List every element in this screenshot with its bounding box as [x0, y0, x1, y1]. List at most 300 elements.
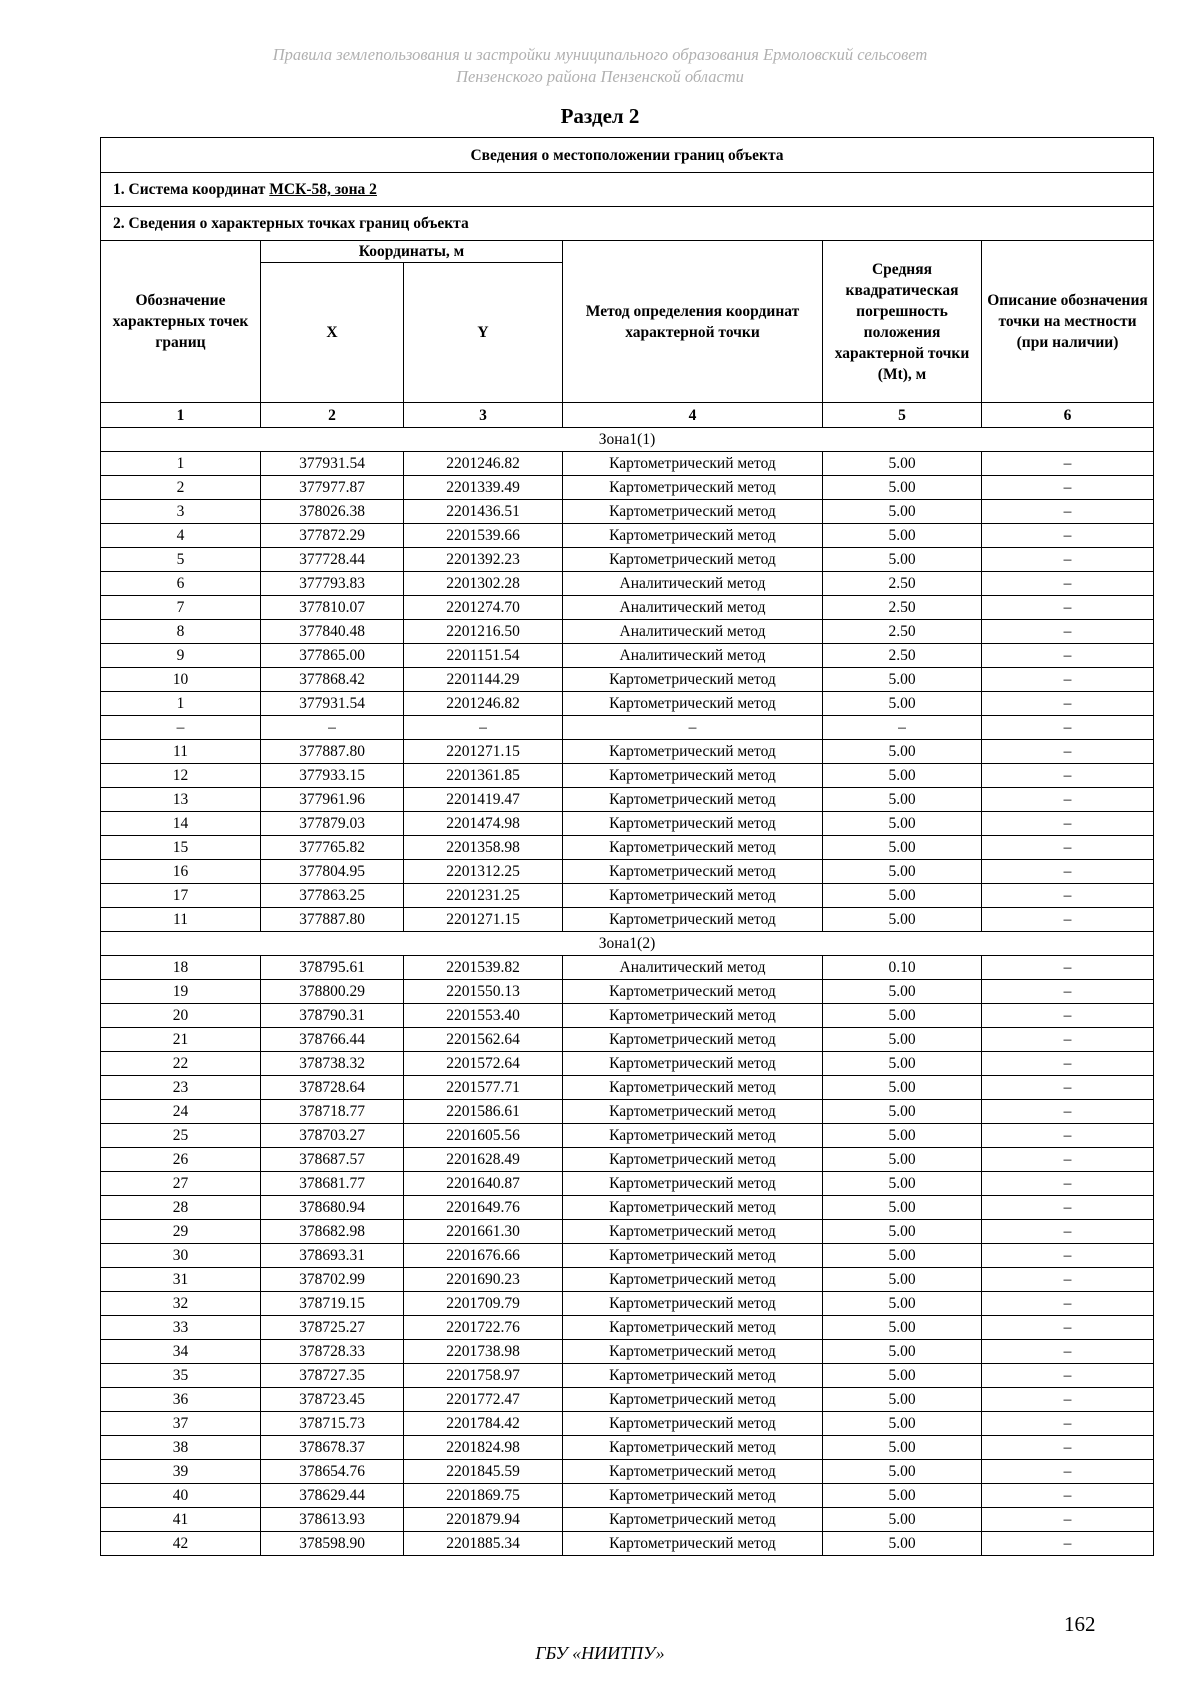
y-coordinate-cell: 2201339.49: [404, 476, 563, 500]
description-cell: –: [982, 764, 1154, 788]
points-label: 2. Сведения о характерных точках границ объекта: [101, 207, 1154, 241]
table-row: [101, 836, 1154, 860]
point-id-cell: 20: [101, 1004, 261, 1028]
description-cell: –: [982, 1028, 1154, 1052]
point-id-cell: 29: [101, 1220, 261, 1244]
table-row: [101, 908, 1154, 932]
table-row: [101, 1364, 1154, 1388]
description-cell: –: [982, 1196, 1154, 1220]
point-id-cell: 4: [101, 524, 261, 548]
x-coordinate-cell: 378728.64: [261, 1076, 404, 1100]
table-row: [101, 860, 1154, 884]
method-cell: Аналитический метод: [563, 644, 823, 668]
error-cell: 5.00: [823, 836, 982, 860]
method-cell: Картометрический метод: [563, 452, 823, 476]
error-cell: 5.00: [823, 1412, 982, 1436]
point-id-cell: 11: [101, 908, 261, 932]
point-id-cell: 37: [101, 1412, 261, 1436]
x-coordinate-cell: 378629.44: [261, 1484, 404, 1508]
y-coordinate-cell: 2201474.98: [404, 812, 563, 836]
x-coordinate-cell: 377879.03: [261, 812, 404, 836]
table-row: [101, 1292, 1154, 1316]
point-id-cell: 1: [101, 452, 261, 476]
y-coordinate-cell: 2201312.25: [404, 860, 563, 884]
table-row: [101, 1196, 1154, 1220]
page-number: 162: [1064, 1612, 1096, 1636]
method-cell: Аналитический метод: [563, 572, 823, 596]
error-cell: 5.00: [823, 476, 982, 500]
y-coordinate-cell: 2201784.42: [404, 1412, 563, 1436]
description-cell: –: [982, 812, 1154, 836]
y-coordinate-cell: 2201661.30: [404, 1220, 563, 1244]
point-id-cell: 34: [101, 1340, 261, 1364]
table-row: [101, 788, 1154, 812]
x-coordinate-cell: 377977.87: [261, 476, 404, 500]
error-cell: 5.00: [823, 1316, 982, 1340]
point-id-cell: 23: [101, 1076, 261, 1100]
error-cell: 5.00: [823, 1100, 982, 1124]
table-row: [101, 596, 1154, 620]
description-cell: –: [982, 788, 1154, 812]
description-cell: –: [982, 596, 1154, 620]
description-cell: –: [982, 1124, 1154, 1148]
point-id-cell: 28: [101, 1196, 261, 1220]
description-cell: –: [982, 1412, 1154, 1436]
x-coordinate-cell: 378681.77: [261, 1172, 404, 1196]
x-coordinate-cell: 378800.29: [261, 980, 404, 1004]
description-cell: –: [982, 1148, 1154, 1172]
method-cell: Картометрический метод: [563, 1388, 823, 1412]
description-cell: –: [982, 476, 1154, 500]
method-cell: Картометрический метод: [563, 1100, 823, 1124]
method-cell: Картометрический метод: [563, 1340, 823, 1364]
error-cell: 2.50: [823, 572, 982, 596]
y-coordinate-cell: 2201216.50: [404, 620, 563, 644]
y-coordinate-cell: 2201649.76: [404, 1196, 563, 1220]
y-coordinate-cell: 2201539.66: [404, 524, 563, 548]
table-row: [101, 1244, 1154, 1268]
error-cell: 5.00: [823, 1340, 982, 1364]
document-header: [0, 44, 1200, 88]
col-number: 3: [404, 403, 563, 428]
point-id-cell: 21: [101, 1028, 261, 1052]
y-coordinate-cell: 2201436.51: [404, 500, 563, 524]
method-cell: Картометрический метод: [563, 668, 823, 692]
y-coordinate-cell: –: [404, 716, 563, 740]
table-row: [101, 1076, 1154, 1100]
x-coordinate-cell: 378693.31: [261, 1244, 404, 1268]
point-id-cell: 12: [101, 764, 261, 788]
table-row: [101, 1316, 1154, 1340]
document-footer: ГБУ «НИИТПУ»: [535, 1643, 665, 1663]
method-cell: Картометрический метод: [563, 860, 823, 884]
table-row: [101, 548, 1154, 572]
description-cell: –: [982, 1460, 1154, 1484]
description-cell: –: [982, 548, 1154, 572]
description-cell: –: [982, 668, 1154, 692]
col-number: 2: [261, 403, 404, 428]
x-coordinate-cell: 377931.54: [261, 452, 404, 476]
method-cell: Картометрический метод: [563, 1436, 823, 1460]
y-coordinate-cell: 2201550.13: [404, 980, 563, 1004]
point-id-cell: 42: [101, 1532, 261, 1556]
description-cell: –: [982, 1508, 1154, 1532]
table-row: [101, 1340, 1154, 1364]
y-coordinate-cell: 2201628.49: [404, 1148, 563, 1172]
table-row: [101, 524, 1154, 548]
point-id-cell: 5: [101, 548, 261, 572]
x-coordinate-cell: 378680.94: [261, 1196, 404, 1220]
y-coordinate-cell: 2201358.98: [404, 836, 563, 860]
method-cell: Картометрический метод: [563, 884, 823, 908]
table-row: [101, 476, 1154, 500]
y-coordinate-cell: 2201562.64: [404, 1028, 563, 1052]
error-cell: 5.00: [823, 452, 982, 476]
error-cell: 5.00: [823, 1076, 982, 1100]
col-header-method: Метод определения координат характерной точки: [563, 241, 823, 403]
description-cell: –: [982, 860, 1154, 884]
table-row: [101, 1124, 1154, 1148]
table-row: [101, 452, 1154, 476]
y-coordinate-cell: 2201577.71: [404, 1076, 563, 1100]
x-coordinate-cell: 378654.76: [261, 1460, 404, 1484]
method-cell: Картометрический метод: [563, 1460, 823, 1484]
description-cell: –: [982, 1484, 1154, 1508]
table-title: Сведения о местоположении границ объекта: [101, 138, 1154, 173]
x-coordinate-cell: 378795.61: [261, 956, 404, 980]
description-cell: –: [982, 1220, 1154, 1244]
description-cell: –: [982, 956, 1154, 980]
method-cell: Картометрический метод: [563, 1172, 823, 1196]
zone-label: Зона1(2): [101, 932, 1154, 956]
x-coordinate-cell: 377793.83: [261, 572, 404, 596]
description-cell: –: [982, 1100, 1154, 1124]
col-header-y: Y: [404, 263, 563, 403]
method-cell: Картометрический метод: [563, 1148, 823, 1172]
error-cell: 5.00: [823, 1436, 982, 1460]
description-cell: –: [982, 1268, 1154, 1292]
x-coordinate-cell: 378723.45: [261, 1388, 404, 1412]
point-id-cell: 6: [101, 572, 261, 596]
method-cell: Картометрический метод: [563, 1532, 823, 1556]
col-header-coords: Координаты, м: [261, 241, 563, 263]
coord-system-label: 1. Система координат: [113, 181, 270, 198]
point-id-cell: 33: [101, 1316, 261, 1340]
coord-system-value: МСК-58, зона 2: [269, 181, 377, 198]
point-id-cell: 36: [101, 1388, 261, 1412]
error-cell: 5.00: [823, 1244, 982, 1268]
y-coordinate-cell: 2201271.15: [404, 908, 563, 932]
method-cell: Картометрический метод: [563, 740, 823, 764]
description-cell: –: [982, 908, 1154, 932]
description-cell: –: [982, 644, 1154, 668]
y-coordinate-cell: 2201772.47: [404, 1388, 563, 1412]
method-cell: Картометрический метод: [563, 1292, 823, 1316]
y-coordinate-cell: 2201231.25: [404, 884, 563, 908]
point-id-cell: 1: [101, 692, 261, 716]
x-coordinate-cell: 378719.15: [261, 1292, 404, 1316]
y-coordinate-cell: 2201572.64: [404, 1052, 563, 1076]
coord-system-cell: [101, 173, 1154, 207]
x-coordinate-cell: 378678.37: [261, 1436, 404, 1460]
table-row: [101, 572, 1154, 596]
error-cell: 2.50: [823, 620, 982, 644]
y-coordinate-cell: 2201869.75: [404, 1484, 563, 1508]
points-label-row: [101, 207, 1154, 241]
table-row: [101, 620, 1154, 644]
error-cell: 5.00: [823, 1460, 982, 1484]
error-cell: 5.00: [823, 1532, 982, 1556]
error-cell: 5.00: [823, 1148, 982, 1172]
y-coordinate-cell: 2201690.23: [404, 1268, 563, 1292]
col-header-designation: Обозначение характерных точек границ: [101, 241, 261, 403]
y-coordinate-cell: 2201722.76: [404, 1316, 563, 1340]
description-cell: –: [982, 1316, 1154, 1340]
method-cell: Картометрический метод: [563, 692, 823, 716]
method-cell: Картометрический метод: [563, 500, 823, 524]
header-line-1: Правила землепользования и застройки муниципального образования Ермоловский сельсовет: [272, 45, 928, 64]
x-coordinate-cell: 378682.98: [261, 1220, 404, 1244]
point-id-cell: 9: [101, 644, 261, 668]
error-cell: 5.00: [823, 1508, 982, 1532]
x-coordinate-cell: 378715.73: [261, 1412, 404, 1436]
point-id-cell: 18: [101, 956, 261, 980]
error-cell: 5.00: [823, 980, 982, 1004]
column-numbers-row: [101, 403, 1154, 428]
x-coordinate-cell: 377865.00: [261, 644, 404, 668]
y-coordinate-cell: 2201274.70: [404, 596, 563, 620]
method-cell: Картометрический метод: [563, 812, 823, 836]
description-cell: –: [982, 1076, 1154, 1100]
x-coordinate-cell: 377887.80: [261, 908, 404, 932]
description-cell: –: [982, 884, 1154, 908]
method-cell: Картометрический метод: [563, 1268, 823, 1292]
point-id-cell: 35: [101, 1364, 261, 1388]
x-coordinate-cell: 378790.31: [261, 1004, 404, 1028]
point-id-cell: 13: [101, 788, 261, 812]
table-row: [101, 1508, 1154, 1532]
x-coordinate-cell: –: [261, 716, 404, 740]
table-row: [101, 1412, 1154, 1436]
error-cell: 5.00: [823, 668, 982, 692]
method-cell: Картометрический метод: [563, 1052, 823, 1076]
error-cell: 5.00: [823, 764, 982, 788]
x-coordinate-cell: 378725.27: [261, 1316, 404, 1340]
point-id-cell: 30: [101, 1244, 261, 1268]
table-row: [101, 668, 1154, 692]
method-cell: Картометрический метод: [563, 1316, 823, 1340]
error-cell: 5.00: [823, 1028, 982, 1052]
method-cell: Картометрический метод: [563, 476, 823, 500]
description-cell: –: [982, 620, 1154, 644]
method-cell: Картометрический метод: [563, 1004, 823, 1028]
point-id-cell: –: [101, 716, 261, 740]
description-cell: –: [982, 836, 1154, 860]
method-cell: –: [563, 716, 823, 740]
description-cell: –: [982, 980, 1154, 1004]
method-cell: Картометрический метод: [563, 764, 823, 788]
col-number: 4: [563, 403, 823, 428]
table-row: [101, 956, 1154, 980]
table-row: [101, 980, 1154, 1004]
table-row: [101, 716, 1154, 740]
point-id-cell: 39: [101, 1460, 261, 1484]
method-cell: Картометрический метод: [563, 524, 823, 548]
y-coordinate-cell: 2201246.82: [404, 452, 563, 476]
zone-label: Зона1(1): [101, 428, 1154, 452]
description-cell: –: [982, 1052, 1154, 1076]
description-cell: –: [982, 1532, 1154, 1556]
error-cell: –: [823, 716, 982, 740]
table-row: [101, 1532, 1154, 1556]
y-coordinate-cell: 2201845.59: [404, 1460, 563, 1484]
error-cell: 5.00: [823, 548, 982, 572]
x-coordinate-cell: 378687.57: [261, 1148, 404, 1172]
error-cell: 5.00: [823, 860, 982, 884]
table-row: [101, 884, 1154, 908]
point-id-cell: 38: [101, 1436, 261, 1460]
point-id-cell: 40: [101, 1484, 261, 1508]
zone-row: [101, 932, 1154, 956]
description-cell: –: [982, 692, 1154, 716]
error-cell: 2.50: [823, 596, 982, 620]
x-coordinate-cell: 377765.82: [261, 836, 404, 860]
x-coordinate-cell: 377887.80: [261, 740, 404, 764]
x-coordinate-cell: 378598.90: [261, 1532, 404, 1556]
method-cell: Картометрический метод: [563, 548, 823, 572]
table-row: [101, 1100, 1154, 1124]
x-coordinate-cell: 377728.44: [261, 548, 404, 572]
method-cell: Картометрический метод: [563, 1508, 823, 1532]
point-id-cell: 10: [101, 668, 261, 692]
table-row: [101, 1460, 1154, 1484]
point-id-cell: 14: [101, 812, 261, 836]
method-cell: Картометрический метод: [563, 1076, 823, 1100]
table-row: [101, 1268, 1154, 1292]
point-id-cell: 16: [101, 860, 261, 884]
error-cell: 5.00: [823, 1220, 982, 1244]
error-cell: 5.00: [823, 1004, 982, 1028]
x-coordinate-cell: 377931.54: [261, 692, 404, 716]
col-number: 6: [982, 403, 1154, 428]
error-cell: 5.00: [823, 908, 982, 932]
method-cell: Картометрический метод: [563, 1412, 823, 1436]
description-cell: –: [982, 1244, 1154, 1268]
point-id-cell: 22: [101, 1052, 261, 1076]
x-coordinate-cell: 378702.99: [261, 1268, 404, 1292]
error-cell: 5.00: [823, 1124, 982, 1148]
y-coordinate-cell: 2201586.61: [404, 1100, 563, 1124]
error-cell: 5.00: [823, 1292, 982, 1316]
col-number: 5: [823, 403, 982, 428]
x-coordinate-cell: 378026.38: [261, 500, 404, 524]
y-coordinate-cell: 2201709.79: [404, 1292, 563, 1316]
description-cell: –: [982, 1364, 1154, 1388]
table-row: [101, 500, 1154, 524]
method-cell: Картометрический метод: [563, 1028, 823, 1052]
y-coordinate-cell: 2201246.82: [404, 692, 563, 716]
table-row: [101, 1484, 1154, 1508]
point-id-cell: 8: [101, 620, 261, 644]
point-id-cell: 11: [101, 740, 261, 764]
y-coordinate-cell: 2201539.82: [404, 956, 563, 980]
description-cell: –: [982, 524, 1154, 548]
y-coordinate-cell: 2201879.94: [404, 1508, 563, 1532]
y-coordinate-cell: 2201758.97: [404, 1364, 563, 1388]
header-row-1: [101, 241, 1154, 263]
y-coordinate-cell: 2201824.98: [404, 1436, 563, 1460]
y-coordinate-cell: 2201885.34: [404, 1532, 563, 1556]
x-coordinate-cell: 377933.15: [261, 764, 404, 788]
point-id-cell: 25: [101, 1124, 261, 1148]
coord-system-row: [101, 173, 1154, 207]
table-row: [101, 812, 1154, 836]
y-coordinate-cell: 2201676.66: [404, 1244, 563, 1268]
error-cell: 5.00: [823, 884, 982, 908]
table-row: [101, 692, 1154, 716]
error-cell: 5.00: [823, 1052, 982, 1076]
y-coordinate-cell: 2201271.15: [404, 740, 563, 764]
y-coordinate-cell: 2201605.56: [404, 1124, 563, 1148]
x-coordinate-cell: 377804.95: [261, 860, 404, 884]
y-coordinate-cell: 2201392.23: [404, 548, 563, 572]
description-cell: –: [982, 572, 1154, 596]
description-cell: –: [982, 1436, 1154, 1460]
description-cell: –: [982, 1340, 1154, 1364]
table-row: [101, 1028, 1154, 1052]
description-cell: –: [982, 716, 1154, 740]
point-id-cell: 15: [101, 836, 261, 860]
point-id-cell: 19: [101, 980, 261, 1004]
point-id-cell: 2: [101, 476, 261, 500]
method-cell: Картометрический метод: [563, 908, 823, 932]
error-cell: 5.00: [823, 1364, 982, 1388]
x-coordinate-cell: 377961.96: [261, 788, 404, 812]
boundary-points-table: [100, 137, 1154, 1556]
x-coordinate-cell: 377872.29: [261, 524, 404, 548]
x-coordinate-cell: 378728.33: [261, 1340, 404, 1364]
table-row: [101, 764, 1154, 788]
point-id-cell: 7: [101, 596, 261, 620]
x-coordinate-cell: 378738.32: [261, 1052, 404, 1076]
error-cell: 2.50: [823, 644, 982, 668]
col-header-error: Средняя квадратическая погрешность положения характерной точки (Mt), м: [823, 241, 982, 403]
point-id-cell: 27: [101, 1172, 261, 1196]
method-cell: Картометрический метод: [563, 1484, 823, 1508]
x-coordinate-cell: 378727.35: [261, 1364, 404, 1388]
col-header-description: Описание обозначения точки на местности (при наличии): [982, 241, 1154, 403]
description-cell: –: [982, 740, 1154, 764]
error-cell: 5.00: [823, 1484, 982, 1508]
table-row: [101, 740, 1154, 764]
table-row: [101, 1436, 1154, 1460]
x-coordinate-cell: 378703.27: [261, 1124, 404, 1148]
x-coordinate-cell: 378766.44: [261, 1028, 404, 1052]
table-row: [101, 1148, 1154, 1172]
point-id-cell: 26: [101, 1148, 261, 1172]
description-cell: –: [982, 1004, 1154, 1028]
method-cell: Картометрический метод: [563, 788, 823, 812]
y-coordinate-cell: 2201738.98: [404, 1340, 563, 1364]
method-cell: Картометрический метод: [563, 1364, 823, 1388]
error-cell: 5.00: [823, 500, 982, 524]
x-coordinate-cell: 377868.42: [261, 668, 404, 692]
point-id-cell: 17: [101, 884, 261, 908]
header-line-2: Пензенского района Пензенской области: [456, 67, 744, 86]
x-coordinate-cell: 378718.77: [261, 1100, 404, 1124]
error-cell: 5.00: [823, 1196, 982, 1220]
method-cell: Аналитический метод: [563, 620, 823, 644]
